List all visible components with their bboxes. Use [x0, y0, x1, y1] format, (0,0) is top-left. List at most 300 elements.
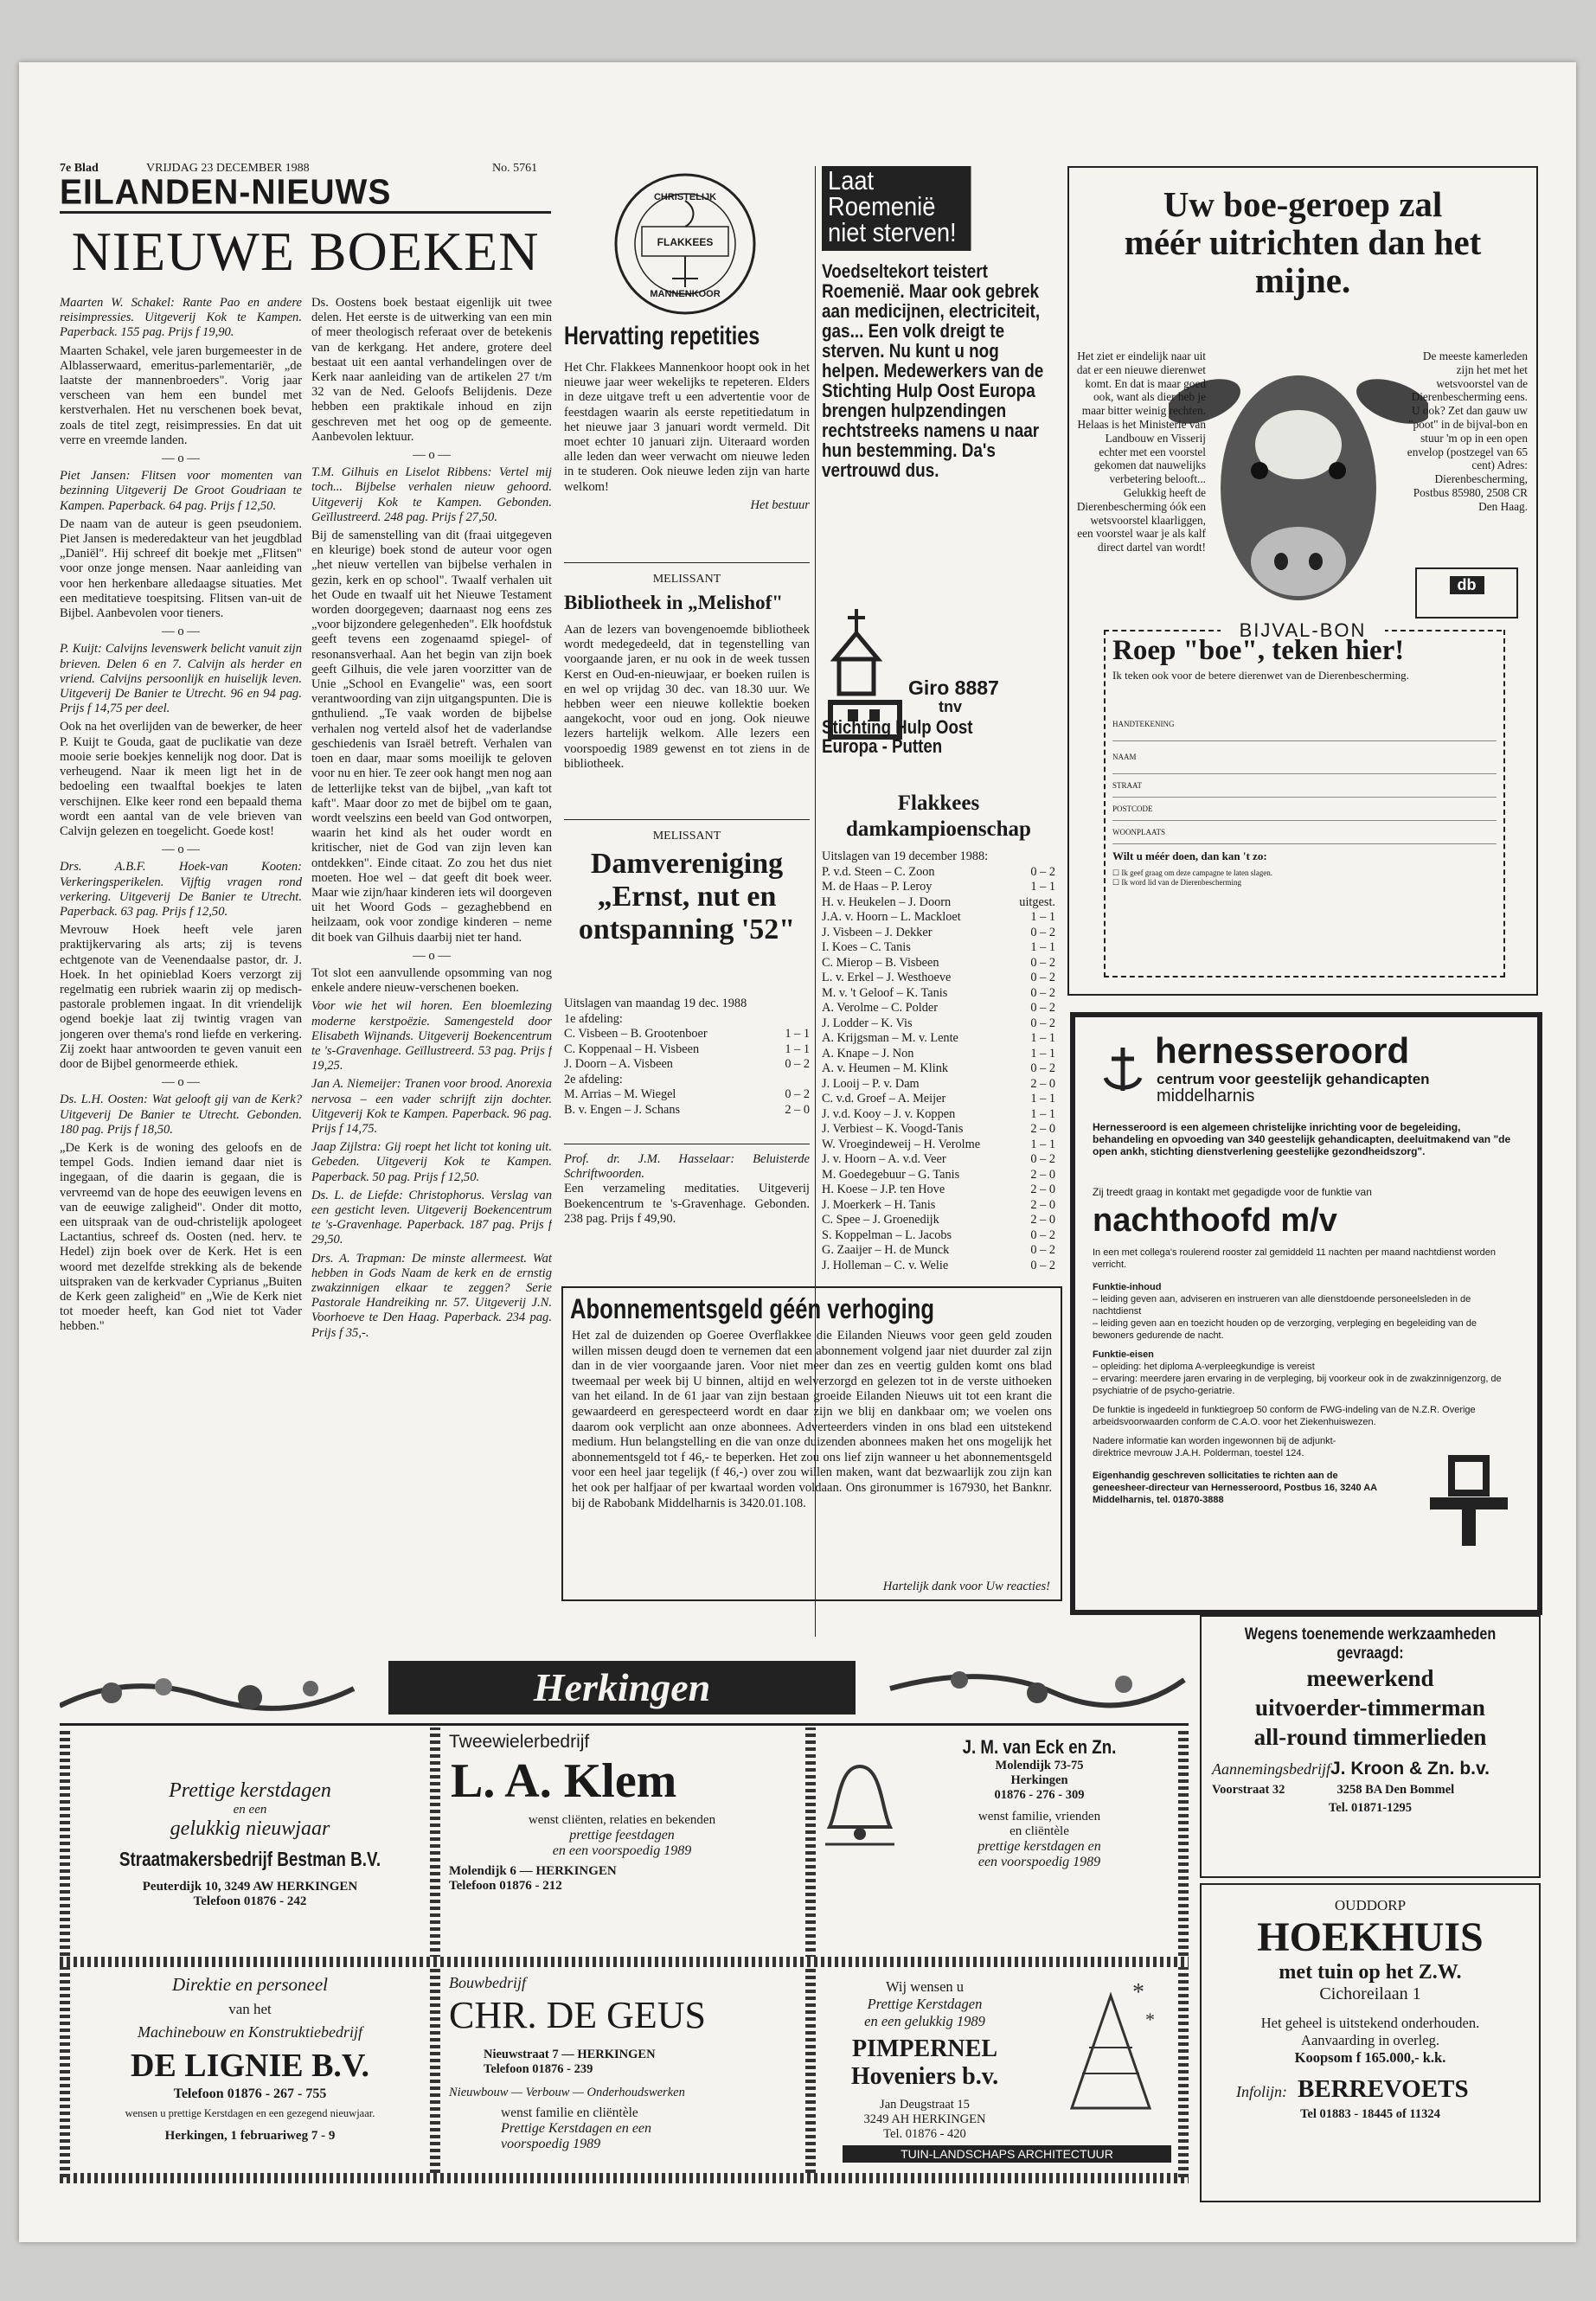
dam-table-1	[564, 1027, 810, 1073]
match-name: W. Vroegindeweij – H. Verolme	[822, 1137, 981, 1151]
match-score: 1 – 1	[1030, 910, 1055, 924]
geus-wish1: wenst familie en cliëntèle	[501, 2106, 638, 2120]
herkingen-banner	[60, 1654, 1189, 1726]
match-name: C. v.d. Groef – A. Meijer	[822, 1092, 946, 1106]
flakkees-table	[822, 865, 1055, 1274]
result-row	[822, 895, 1055, 911]
result-row	[822, 1198, 1055, 1214]
match-name: J. Doorn – A. Visbeen	[564, 1057, 673, 1071]
klem-kind: Tweewielerbedrijf	[449, 1732, 590, 1752]
match-name: M. de Haas – P. Leroy	[822, 880, 933, 894]
issue-number: No. 5761	[492, 162, 538, 175]
hervatting-text	[564, 361, 810, 516]
book-reference: Ds. L.H. Oosten: Wat gelooft gij van de Kerk? Uitgeverij De Banier te Utrecht. Gebonden. 180 pag. Prijs f 18,50.	[60, 1093, 302, 1137]
match-score: 1 – 1	[1030, 1092, 1055, 1106]
hoekhuis-t2: Aanvaarding in overleg.	[1301, 2032, 1439, 2048]
lignie-wish: wensen u prettige Kerstdagen en een gezegend nieuwjaar.	[125, 2107, 375, 2119]
result-row	[822, 1138, 1055, 1153]
signature-field[interactable]: HANDTEKENING	[1112, 708, 1497, 741]
book-reference: Voor wie het wil horen. Een bloemlezing moderne kerstpoëzie. Samengesteld door Elisabeth Wijnands. Uitgeverij Boekencentrum te 's-Gravenhage. Geïllustreerd. 53 pag. Prijs f 19,25.	[311, 999, 552, 1074]
result-row	[822, 880, 1055, 895]
boe-ad	[1067, 166, 1538, 996]
roemenie-headline: Laat Roemenië niet sterven!	[822, 166, 971, 251]
emblem-bottom: MANNENKOOR	[650, 289, 721, 299]
kroon-l2: gevraagd:	[1336, 1644, 1404, 1663]
kroon-l5: all-round timmerlieden	[1253, 1724, 1487, 1750]
hernesseroord-job: nachthoofd m/v	[1093, 1202, 1337, 1239]
geus-wish3: voorspoedig 1989	[501, 2137, 601, 2151]
herkingen-title: Herkingen	[388, 1661, 856, 1715]
match-score: 1 – 1	[1030, 880, 1055, 894]
pimpernel-l2: Prettige Kerstdagen	[867, 1996, 983, 2012]
hoekhuis-info	[1202, 2075, 1539, 2104]
boe-right-text: De meeste kamerleden zijn het met het wetsvoorstel van de Dierenbescherming eens. U ook? Zet dan gauw uw "poot" in de bijval-bon en stuur 'm op in een open envelop (postzegel van 65 cent) Adres: Dierenbescherming, Postbus 85980, 2508 CR Den Haag.	[1407, 349, 1528, 513]
newspaper-page	[19, 62, 1576, 2242]
kroon-tel: Tel. 01871-1295	[1328, 1801, 1413, 1815]
duties-title: Funktie-inhoud	[1093, 1282, 1162, 1292]
svg-text:*: *	[1145, 2009, 1155, 2030]
match-name: J.A. v. Hoorn – L. Mackloet	[822, 910, 961, 924]
match-name: H. Koese – J.P. ten Hove	[822, 1183, 945, 1196]
issue-date: VRIJDAG 23 DECEMBER 1988	[146, 162, 310, 175]
eck-addr: Molendijk 73-75	[995, 1759, 1084, 1772]
match-score: 0 – 2	[1030, 971, 1055, 984]
result-row	[822, 1107, 1055, 1123]
result-row	[564, 1042, 810, 1058]
result-row	[822, 1243, 1055, 1259]
masthead-rule	[60, 211, 551, 214]
hoekhuis-place: OUDDORP	[1334, 1897, 1407, 1913]
book-reference: Drs. A.B.F. Hoek-van Kooten: Verkeringsperikelen. Vijftig vragen rond verkering. Uitgeverij De Banier te Utrecht. Paperback. 63 pag. Prijs f 12,50.	[60, 860, 302, 919]
result-row	[822, 1259, 1055, 1274]
result-row	[822, 1122, 1055, 1138]
pimpernel-place: 3249 AH HERKINGEN	[863, 2112, 986, 2126]
hoekhuis-name: HOEKHUIS	[1257, 1914, 1484, 1960]
prof-note	[564, 1152, 810, 1230]
match-name: J. Verbiest – K. Voogd-Tanis	[822, 1122, 964, 1136]
match-name: J. Visbeen – J. Dekker	[822, 925, 933, 939]
geus-line: Nieuwbouw — Verbouw — Onderhoudswerken	[449, 2086, 685, 2099]
dam-results	[564, 997, 810, 1118]
geus-ad	[449, 1974, 795, 2152]
kroon-firm	[1202, 1759, 1539, 1779]
lignie-name: DE LIGNIE B.V.	[131, 2048, 369, 2084]
result-row	[822, 1031, 1055, 1047]
holly-decoration-icon	[881, 1654, 1189, 1723]
lignie-tel: Telefoon 01876 - 267 - 755	[173, 2086, 327, 2101]
book-review-paragraph: Tot slot een aanvullende opsomming van nog enkele andere nieuw-verschenen boeken.	[311, 965, 552, 996]
match-name: P. v.d. Steen – C. Zoon	[822, 864, 935, 879]
match-score: 0 – 2	[1030, 1152, 1055, 1166]
bestman-wish1: Prettige kerstdagen	[169, 1779, 331, 1802]
match-name: L. v. Erkel – J. Westhoeve	[822, 971, 952, 984]
hernesseroord-ad	[1070, 1012, 1542, 1615]
match-name: C. Spee – J. Groenedijk	[822, 1213, 939, 1227]
bestman-tel: Telefoon 01876 - 242	[193, 1894, 307, 1908]
hoekhuis-t1: Het geheel is uitstekend onderhouden.	[1260, 2015, 1480, 2031]
match-score: 0 – 2	[1030, 1016, 1055, 1030]
bon-head: Roep "boe", teken hier!	[1112, 635, 1405, 666]
bestman-company: Straatmakersbedrijf Bestman B.V.	[119, 1848, 381, 1870]
klem-wish2: prettige feestdagen	[569, 1828, 675, 1843]
lib-title: Bibliotheek in „Melishof"	[564, 592, 784, 613]
hervatting-title: Hervatting repetities	[564, 322, 760, 350]
match-score: 2 – 0	[1030, 1197, 1055, 1212]
match-name: M. Goedegebuur – G. Tanis	[822, 1167, 960, 1182]
klem-name: L. A. Klem	[451, 1754, 677, 1808]
match-score: 2 – 0	[1030, 1213, 1055, 1227]
result-row	[822, 971, 1055, 986]
kroon-firm-name: J. Kroon & Zn. b.v.	[1330, 1759, 1490, 1779]
hoekhuis-addr: Cichoreilaan 1	[1319, 1984, 1421, 2003]
eck-name: J. M. van Eck en Zn.	[962, 1736, 1117, 1758]
roemenie-body: Voedseltekort teistert Roemenië. Maar ook gebrek aan medicijnen, electriciteit, gas... Een volk dreigt te sterven. Nu kunt u nog helpen. Medewerkers van de Stichting Hulp Oost Europa brengen hulpzendingen rechtstreeks namens u naar hun bestemming. Da's vertrouwd dus.	[822, 260, 1044, 481]
geus-tel: Telefoon 01876 - 239	[484, 2062, 593, 2076]
match-score: 0 – 2	[1030, 985, 1055, 1000]
book-review-paragraph: Ook na het overlijden van de bewerker, de heer P. Kuijt te Gouda, gaat de puclikatie van deze mooie serie boekjes kennelijk nog door. Dat is verheugend. Naar ik meen ligt het in de bedoeling een twaalftal boekjes te laten verschijnen. Elke keer rond een bepaald thema wordt een aantal van de vele brieven van Calvijn gelezen en toegelicht. Goede kost!	[60, 720, 302, 838]
match-score: 1 – 1	[1030, 1046, 1055, 1061]
book-review-paragraph: De naam van de auteur is geen pseudoniem. Piet Jansen is mederedakteur van het jeugdblad „Daniël". Hij schreef dit boekje met „Flitsen" voor onze jonge mensen. Naar aanleiding van voor hen herkenbare alledaagse situaties. Met een meditatieve toespitsing. Flitsen van-uit de Bijbel. Aanbevolen voor tieners.	[60, 516, 302, 621]
match-name: J. Moerkerk – H. Tanis	[822, 1197, 936, 1212]
separator: — o —	[162, 1075, 200, 1090]
hernesseroord-sub2: middelharnis	[1157, 1086, 1255, 1106]
hoekhuis-info-name: BERREVOETS	[1298, 2075, 1469, 2103]
border-pattern	[430, 1727, 440, 2173]
pimpernel-addr: Jan Deugstraat 15	[880, 2098, 970, 2112]
match-name: A. Knape – J. Non	[822, 1046, 914, 1061]
result-row	[822, 956, 1055, 971]
req-1: – opleiding: het diploma A-verpleegkundige is vereist	[1093, 1362, 1315, 1372]
match-score: 1 – 1	[1030, 1137, 1055, 1151]
result-row	[822, 1213, 1055, 1228]
match-score: 0 – 2	[1030, 925, 1055, 939]
bijval-bon	[1104, 630, 1505, 977]
hoekhuis-tel: Tel 01883 - 18445 of 11324	[1300, 2107, 1440, 2121]
street-field[interactable]: STRAAT	[1112, 774, 1497, 798]
req-2: – ervaring: meerdere jaren ervaring in de verpleging, bij voorkeur ook in de zwakzinnigenzorg, de psychiatrie of de psycho-geriatrie.	[1093, 1374, 1502, 1396]
match-name: C. Visbeen – B. Grootenboer	[564, 1027, 708, 1041]
apply-text: Eigenhandig geschreven sollicitaties te richten aan de geneesheer-directeur van Hernesseroord, Postbus 16, 3240 AA Middelharnis, tel. 01870-3888	[1093, 1471, 1377, 1505]
match-name: J. Looij – P. v. Dam	[822, 1076, 920, 1091]
pimpernel-tel: Tel. 01876 - 420	[883, 2127, 966, 2141]
hoekhuis-info-pre: Infolijn:	[1236, 2083, 1287, 2100]
separator: — o —	[413, 948, 451, 963]
kroon-ad	[1200, 1615, 1541, 1878]
separator: — o —	[162, 452, 200, 466]
kroon-l3: meewerkend	[1306, 1665, 1434, 1691]
match-score: 0 – 2	[1030, 1061, 1055, 1075]
eck-wish1: wenst familie, vrienden	[977, 1810, 1101, 1823]
pimpernel-name2: Hoveniers b.v.	[850, 2063, 999, 2090]
christmas-tree-icon	[1054, 1978, 1167, 2125]
duty-1: – leiding geven aan, adviseren en instrueren van alle dienstdoende personeelsleden in de nachtdienst	[1093, 1294, 1471, 1317]
kroon-l4: uitvoerder-timmerman	[1255, 1695, 1485, 1721]
match-name: M. v. 't Geloof – K. Tanis	[822, 985, 948, 1000]
match-name: J. Holleman – C. v. Welie	[822, 1258, 949, 1272]
bon-fields	[1106, 684, 1503, 844]
match-name: J. v.d. Kooy – J. v. Koppen	[822, 1106, 956, 1121]
match-score: 1 – 1	[1030, 1106, 1055, 1121]
requirements-title: Funktie-eisen	[1093, 1349, 1154, 1360]
req-2-text: ervaring: meerdere jaren ervaring in de verpleging, bij voorkeur ook in de zwakzinnigenzorg, de psychiatrie of de psycho-geriatrie.	[1093, 1374, 1502, 1396]
kroon-firm-prefix: Aannemingsbedrijf	[1212, 1760, 1330, 1778]
match-score: 0 – 2	[1030, 955, 1055, 970]
match-name: A. Krijgsman – M. v. Lente	[822, 1031, 958, 1045]
match-name: A. Verolme – C. Polder	[822, 1001, 938, 1015]
bestman-wish2: gelukkig nieuwjaar	[170, 1817, 330, 1840]
match-score: 0 – 2	[1030, 1001, 1055, 1015]
hervatting-body: Het Chr. Flakkees Mannenkoor hoopt ook in het nieuwe jaar weer wekelijks te repeteren. Elders in deze uitgave treft u een advertentie voor de feestdagen waarin als eerste repetitiedatum in het nieuwe jaar 3 januari wordt vermeld. Dit moet echter 10 januari zijn. Uiteraard worden alle leden dan weer verwacht om nieuwe leden in te studeren. Ook nieuwe leden zijn van harte welkom!	[564, 361, 810, 494]
match-name: H. v. Heukelen – J. Doorn	[822, 894, 952, 909]
roemenie-tnv: tnv	[939, 698, 962, 715]
pimpernel-l3: en een gelukkig 1989	[864, 2013, 985, 2029]
prof-ref: Prof. dr. J.M. Hasselaar: Beluisterde Schriftwoorden.	[564, 1152, 810, 1182]
result-row	[822, 986, 1055, 1002]
klem-ad	[449, 1732, 795, 1894]
eck-ad	[903, 1736, 1176, 1870]
prof-text: Een verzameling meditaties. Uitgeverij Boekencentrum te 's-Gravenhage. Gebonden. 238 pag. Prijs f 49,90.	[564, 1182, 810, 1226]
dam-division-2: 2e afdeling:	[564, 1072, 623, 1086]
separator: — o —	[162, 625, 200, 639]
match-score: 2 – 0	[1030, 1183, 1055, 1196]
ankh-logo-icon	[1426, 1454, 1512, 1549]
hernesseroord-sub1: centrum voor geestelijk gehandicapten	[1157, 1071, 1430, 1087]
book-reference: Maarten W. Schakel: Rante Pao en andere reisimpressies. Uitgeverij Kok te Kampen. Paperback. 155 pag. Prijs f 19,90.	[60, 296, 302, 340]
pimpernel-l1: Wij wensen u	[885, 1978, 965, 1995]
match-name: I. Koes – C. Tanis	[822, 940, 911, 954]
result-row	[564, 1103, 810, 1118]
match-name: M. Arrias – M. Wiegel	[564, 1087, 676, 1101]
lignie-l1: Direktie en personeel	[172, 1974, 328, 1995]
separator: — o —	[162, 843, 200, 857]
result-row	[822, 1001, 1055, 1016]
bon-check-1[interactable]: ☐ Ik geef graag om deze campagne te laten slagen.	[1112, 868, 1272, 877]
result-row	[564, 1087, 810, 1103]
boe-left-text: Het ziet er eindelijk naar uit dat er een nieuwe dierenwet komt. En dat is maar goed ook, want als dier heb je maar bitter weinig rechten. Helaas is het Ministerie van Landbouw en Visserij echter met een voorstel gekomen dat nauwelijks verbetering belooft... Gelukkig heeft de Dierenbescherming óók een wetsvoorstel klaarliggen, een voorstel waar je als kalf direct dartel van wordt!	[1076, 349, 1206, 554]
result-row	[822, 1183, 1055, 1198]
result-row	[822, 1152, 1055, 1168]
check-2-label: Ik word lid van de Dierenbescherming	[1121, 878, 1242, 887]
abonnement-text: Het zal de duizenden op Goeree Overflakkee die Eilanden Nieuws voor geen geld zouden willen missen deugd doen te vernemen dat een abonnement volgend jaar niet duurder zal zijn dan in de vier voorgaande jaren. Voor niet meer dan zes en veertig gulden komt ons blad tweemaal per week bij U binnen, altijd en welverzorgd en gelezen tot in de verste uithoeken van het eiland. In de 61 jaar van zijn bestaan groeide Eilanden Nieuws uit tot een krant die gewaardeerd en gerespecteerd wordt en daar zijn we blij en dankbaar om; we voelen ons daarom ook verplicht aan onze abonnees. Adverteerders vinden in ons blad een uitstekend medium. Hun belangstelling en die van onze duizenden abonnees maken het ons mogelijk het abonnementsgeld tot f 46,- te beperken. Het zou ons lief zijn wanneer u het abonnementsgeld voor een heel jaar tegelijk (f 46,-) over zou willen maken, want dat bezwaarlijk zou zijn kan het ook per halfjaar of per kwartaal worden voldaan. Ons gironummer is 167930, het Banknr. bij de Rabobank Middelharnis is 3420.01.108.	[572, 1329, 1052, 1510]
match-score: uitgest.	[1019, 894, 1055, 909]
match-score: 2 – 0	[785, 1102, 810, 1117]
postcode-field[interactable]: POSTCODE	[1112, 798, 1497, 821]
svg-text:*: *	[1132, 1979, 1144, 2006]
lignie-l3: Machinebouw en Konstruktiebedrijf	[138, 2023, 362, 2041]
books-column-1	[60, 296, 302, 1775]
flakkees-title: Flakkees damkampioenschap	[846, 792, 1031, 841]
pimpernel-ad	[825, 1978, 1024, 2142]
kroon-place: 3258 BA Den Bommel	[1336, 1783, 1455, 1797]
dam-table-2	[564, 1087, 810, 1118]
result-row	[564, 1057, 810, 1073]
bestman-en: en een	[233, 1803, 267, 1817]
match-score: 2 – 0	[1030, 1167, 1055, 1182]
match-score: 1 – 1	[785, 1042, 810, 1056]
border-pattern	[1178, 1727, 1189, 2177]
klem-wish: wenst cliënten, relaties en bekenden	[528, 1813, 716, 1827]
bestman-ad	[73, 1779, 427, 1909]
match-score: 0 – 2	[1030, 864, 1055, 879]
bon-check-2[interactable]: ☐ Ik word lid van de Dierenbescherming	[1112, 878, 1242, 887]
hernesseroord-seek: Zij treedt graag in kontakt met gegadigde voor de funktie van	[1093, 1186, 1372, 1198]
lignie-ad	[73, 1974, 427, 2144]
eck-place: Herkingen	[1010, 1773, 1068, 1787]
hoekhuis-sub: met tuin op het Z.W.	[1279, 1961, 1462, 1984]
result-row	[822, 1061, 1055, 1077]
kroon-l1: Wegens toenemende werkzaamheden	[1244, 1625, 1497, 1644]
info-text: Nadere informatie kan worden ingewonnen bij de adjunkt-direktrice mevrouw J.A.H. Polderman, toestel 124.	[1093, 1436, 1336, 1458]
bell-icon	[821, 1758, 899, 1862]
book-reference: Jaap Zijlstra: Gij roept het licht tot koning uit. Gebeden. Uitgeverij Kok te Kampen. Paperback. 50 pag. Prijs f 12,50.	[311, 1140, 552, 1184]
boe-headline: Uw boe-geroep zal méér uitrichten dan het mijne.	[1124, 184, 1482, 300]
match-score: 0 – 2	[1030, 1227, 1055, 1242]
match-score: 1 – 1	[1030, 1031, 1055, 1045]
border-pattern	[805, 1727, 816, 2173]
match-score: 2 – 0	[1030, 1122, 1055, 1136]
bon-more: Wilt u méér doen, dan kan 't zo:	[1112, 849, 1267, 862]
duty-2: – leiding geven aan en toezicht houden op de verzorging, verpleging en begeleiding van de bewoners gedurende de nacht.	[1093, 1318, 1477, 1341]
abonnement-thanks: Hartelijk dank voor Uw reacties!	[882, 1580, 1050, 1593]
geus-wish2: Prettige Kerstdagen en een	[501, 2121, 652, 2136]
bon-title: BIJVAL-BON	[1221, 619, 1385, 642]
result-row	[822, 1016, 1055, 1032]
duty-2-text: leiding geven aan en toezicht houden op de verzorging, verpleging en begeleiding van de bewoners gedurende de nacht.	[1093, 1318, 1477, 1341]
bestman-addr: Peuterdijk 10, 3249 AW HERKINGEN	[142, 1880, 358, 1894]
match-name: J. Lodder – K. Vis	[822, 1016, 913, 1030]
book-reference: T.M. Gilhuis en Liselot Ribbens: Vertel mij toch... Bijbelse verhalen nieuw gehoord. Uitgeverij Kok te Kampen. Gebonden. Geïllustreerd. 248 pag. Prijs f 27,50.	[311, 465, 552, 524]
book-reference: Jan A. Niemeijer: Tranen voor brood. Anorexia nervosa – een vader schrijft zijn dochter. Uitgeverij Kok te Kampen. Paperback. 96 pag. Prijs f 14,75.	[311, 1077, 552, 1136]
book-review-paragraph: Mevrouw Hoek heeft vele jaren praktijkervaring als arts; zij is tevens echtgenote van de Veenendaalse pastor, dr. J. Hoek. In het opinieblad Koers verzorgt zij regelmatig een rubriek waarin zij op medisch-pastorale problemen ingaat. In dit vriendelijk ogend boekje laat zij twintig vragen van jongeren over thema's rond liefde en verkering. Zij zoekt haar antwoorden te geven vanuit een door de Bijbel genormeerde ethiek.	[60, 923, 302, 1071]
flakkees-results	[822, 849, 1055, 1273]
name-field[interactable]: NAAM	[1112, 741, 1497, 774]
pimpernel-footer: TUIN-LANDSCHAPS ARCHITECTUUR	[843, 2145, 1171, 2163]
book-review-paragraph: Bij de samenstelling van dit (fraai uitgegeven en kleurige) boek stond de auteur voor ogen „het nieuw vertellen van bijbelse verhalen in gezin, kerk en op school". Twaalf verhalen uit het Oude en twaalf uit het Nieuwe Testament worden doorgegeven; daarnaast nog eens zes „voor bijzondere gelegenheden". Elk hoofdstuk geeft tevens een zogenaamd spiegel- of resonansverhaal. Aan het begin van zijn boek geeft Gilhuis, die vele jaren voorzitter van de Unie „School en Evangelie" was, een soort verantwoording van zijn uitgangspunten. Die is gnthuliend. „Te vaak worden de bijbelse verhalen nog verteld alsof het de vaderlandse geschiedenis van Israël betreft. Verhalen van toen en daar, maar soms moeilijk te geloven voor nu en hier. Te zeer ook hangt men nog aan de letterlijke tekst van de bijbel, „van kaft tot kaft". Maar door zo met de bijbel om te gaan, wordt veelszins een beeld van God ontworpen, waarin het kind als het ouder wordt en kritischer, niet de God van zijn leven kan ontdekken". Einde citaat. Zo zou het dus niet moeten. Hoe wel – dat geeft dit boek weer. Maar wie zijn/haar kinderen iets wil doorgeven uit het Woord Gods – gezaghebbend en heilzaam, ook voor zondige kinderen – neme dit boek van Gilhuis daarbij niet ter hand.	[311, 529, 552, 945]
book-reference: Piet Jansen: Flitsen voor momenten van bezinning Uitgeverij De Groot Goudriaan te Kampen. Paperback. 64 pag. Prijs f 12,50.	[60, 469, 302, 513]
duty-1-text: leiding geven aan, adviseren en instrueren van alle dienstdoende personeelsleden in de nachtdienst	[1093, 1294, 1471, 1317]
dierenbescherming-logo: db	[1415, 567, 1518, 619]
abonnement-box	[561, 1286, 1062, 1601]
dam-intro: Uitslagen van maandag 19 dec. 1988	[564, 997, 747, 1010]
match-score: 2 – 0	[1030, 1076, 1055, 1091]
separator: — o —	[413, 448, 451, 463]
result-row	[822, 1047, 1055, 1062]
match-name: C. Mierop – B. Visbeen	[822, 955, 939, 970]
match-name: S. Koppelman – L. Jacobs	[822, 1227, 952, 1242]
geus-addr: Nieuwstraat 7 — HERKINGEN	[484, 2048, 656, 2061]
book-review-paragraph: „De Kerk is de woning des geloofs en de tempel Gods. Indien iemand daar niet is ingegaan, of die daarin is gegaan, die is vervreemd van de hope des eeuwigen levens en van de eeuwige zaligheid". Onder dit motto, een uitspraak van de oud-christelijk apologeet Lactantius, schreef ds. Oosten (ned. herv. te Hedel) zijn boek over de Kerk. Het is een woord met dezelfde strekking als de bekende uitspraken van de kerkvader Cyprianus „Buiten de Kerk geen zaligheid" en „Wie de Kerk niet tot moeder heeft, kan God niet tot Vader hebben."	[60, 1140, 302, 1334]
hernesseroord-job-text: In een met collega's roulerend rooster zal gemiddeld 11 nachten per maand nachtdienst worden verricht.	[1093, 1247, 1497, 1270]
match-name: J. v. Hoorn – A. v.d. Veer	[822, 1152, 946, 1166]
christmas-decoration-icon	[60, 1654, 362, 1723]
eck-wish2: en cliëntèle	[1010, 1824, 1069, 1838]
match-score: 0 – 2	[1030, 1258, 1055, 1272]
border-pattern	[60, 1957, 1189, 1967]
city-field[interactable]: WOONPLAATS	[1112, 821, 1497, 844]
pimpernel-name1: PIMPERNEL	[852, 2035, 997, 2062]
calf-icon	[1169, 341, 1428, 609]
klem-wish3: en een voorspoedig 1989	[552, 1843, 692, 1858]
match-score: 1 – 1	[785, 1027, 810, 1041]
result-row	[822, 1168, 1055, 1183]
match-name: A. v. Heumen – M. Klink	[822, 1061, 948, 1075]
result-row	[822, 1077, 1055, 1093]
lib-text: Aan de lezers van bovengenoemde bibliotheek wordt medegedeeld, dat in tegenstelling van voorgaande jaren, er nu ook in de week tussen Kerst en Oud-en-nieuwjaar, er boeken ruilen is en wel op vrijdag 30 dec. van 18.30 uur. We hebben weer een nieuwe kollektie boeken aangekocht, voor oud en jong. Ook nieuwe lezers hartelijk welkom. Alle lezers een voorspoedig 1989 gewenst en tot ziens in de bibliotheek.	[564, 623, 810, 771]
eck-wish3: prettige kerstdagen en	[977, 1839, 1101, 1854]
hoekhuis-ad	[1200, 1883, 1541, 2202]
match-score: 0 – 2	[1030, 1243, 1055, 1257]
rule	[564, 562, 810, 563]
kroon-address	[1202, 1783, 1539, 1798]
flakkees-intro: Uitslagen van 19 december 1988:	[822, 849, 989, 863]
match-name: B. v. Engen – J. Schans	[564, 1102, 681, 1117]
geus-kind: Bouwbedrijf	[449, 1974, 526, 1991]
book-reference: Ds. L. de Liefde: Christophorus. Verslag van een gesticht leven. Uitgeverij Boekencentrum te 's-Gravenhage. Paperback. 187 pag. Prijs f 29,50.	[311, 1188, 552, 1247]
result-row	[564, 1027, 810, 1042]
hoekhuis-price: Koopsom f 165.000,- k.k.	[1294, 2049, 1446, 2066]
klem-addr: Molendijk 6 — HERKINGEN	[449, 1864, 617, 1878]
book-reference: Drs. A. Trapman: De minste allermeest. Wat hebben in Gods Naam de kerk en de ernstig zwakzinnigen elkaar te zeggen? Serie Pastorale Handreiking nr. 57. Uitgeverij J.N. Voorhoeve te Den Haag. Paperback. 234 pag. Prijs f 35,-.	[311, 1251, 552, 1340]
page-label: 7e Blad	[60, 162, 99, 175]
emblem-mid: FLAKKEES	[657, 236, 714, 248]
scale-text: De funktie is ingedeeld in funktiegroep 50 conform de FWG-indeling van de N.Z.R. Overige arbeidsvoorwaarden conform de C.A.O. voor het Ziekenhuiswezen.	[1093, 1405, 1476, 1427]
bon-line: Ik teken ook voor de betere dierenwet van de Dierenbescherming.	[1112, 669, 1409, 682]
books-title: NIEUWE BOEKEN	[71, 221, 540, 282]
match-score: 0 – 2	[785, 1087, 810, 1101]
abonnement-title: Abonnementsgeld géén verhoging	[570, 1293, 935, 1324]
result-row	[822, 926, 1055, 941]
mannenkoor-article	[564, 166, 810, 326]
dam-place: MELISSANT	[652, 830, 721, 843]
roemenie-ad	[822, 166, 1055, 780]
book-review-paragraph: Maarten Schakel, vele jaren burgemeester in de Alblasserwaard, emeritus-parlementariër, „de laatste der mannenbroeders". Vorig jaar verscheen van hem een bundel met kerstverhalen. Het nu verschenen boek bevat, zoals de titel zegt, reisimpressies. En dat uit verre en vreemde landen.	[60, 343, 302, 447]
dam-division-1: 1e afdeling:	[564, 1011, 623, 1026]
herkingen-page-ad	[60, 1654, 1189, 2186]
match-name: G. Zaaijer – H. de Munck	[822, 1243, 950, 1257]
result-row	[822, 940, 1055, 956]
geus-name: CHR. DE GEUS	[449, 1994, 707, 2036]
klem-tel: Telefoon 01876 - 212	[449, 1879, 562, 1893]
rule	[564, 819, 810, 820]
anchor-icon	[1101, 1043, 1144, 1095]
lib-place: MELISSANT	[652, 573, 721, 586]
eck-tel: 01876 - 276 - 309	[994, 1788, 1085, 1802]
eck-wish4: een voorspoedig 1989	[977, 1855, 1101, 1869]
match-score: 1 – 1	[1030, 940, 1055, 954]
result-row	[822, 1092, 1055, 1107]
result-row	[822, 1228, 1055, 1244]
hernesseroord-intro: Hernesseroord is een algemeen christelijke inrichting voor de begeleiding, behandeling en opvoeding van 340 geestelijk gehandicapten, deeluitmakend van "de open ankh, stichting dienstverlening geestelijke gezondheidszorg".	[1093, 1121, 1511, 1157]
check-1-label: Ik geef graag om deze campagne te laten slagen.	[1121, 868, 1272, 877]
kroon-addr: Voorstraat 32	[1212, 1783, 1285, 1797]
lignie-addr: Herkingen, 1 februariweg 7 - 9	[164, 2129, 336, 2143]
book-reference: P. Kuijt: Calvijns levenswerk belicht vanuit zijn brieven. Delen 6 en 7. Calvijn als herder en vriend. Calvijns persoonlijk en huiselijk leven. Uitgeverij De Banier te Utrecht. 96 en 94 pag. Prijs f 14,75 per deel.	[60, 642, 302, 716]
req-1-text: opleiding: het diploma A-verpleegkundige is vereist	[1100, 1362, 1315, 1372]
dam-title: Damvereniging „Ernst, nut en ontspanning '52"	[578, 848, 796, 945]
masthead: EILANDEN-NIEUWS	[60, 172, 392, 213]
result-row	[822, 910, 1055, 926]
border-pattern	[60, 1727, 70, 2177]
roemenie-giro: Giro 8887	[908, 676, 999, 699]
result-row	[822, 865, 1055, 881]
match-name: C. Koppenaal – H. Visbeen	[564, 1042, 700, 1056]
roemenie-stichting: Stichting Hulp Oost Europa - Putten	[822, 716, 973, 757]
emblem-top: CHRISTELIJK	[653, 192, 717, 202]
hernesseroord-name: hernesseroord	[1155, 1030, 1410, 1071]
border-pattern	[60, 2173, 1189, 2183]
hervatting-sign: Het bestuur	[750, 497, 810, 512]
match-score: 0 – 2	[785, 1057, 810, 1071]
